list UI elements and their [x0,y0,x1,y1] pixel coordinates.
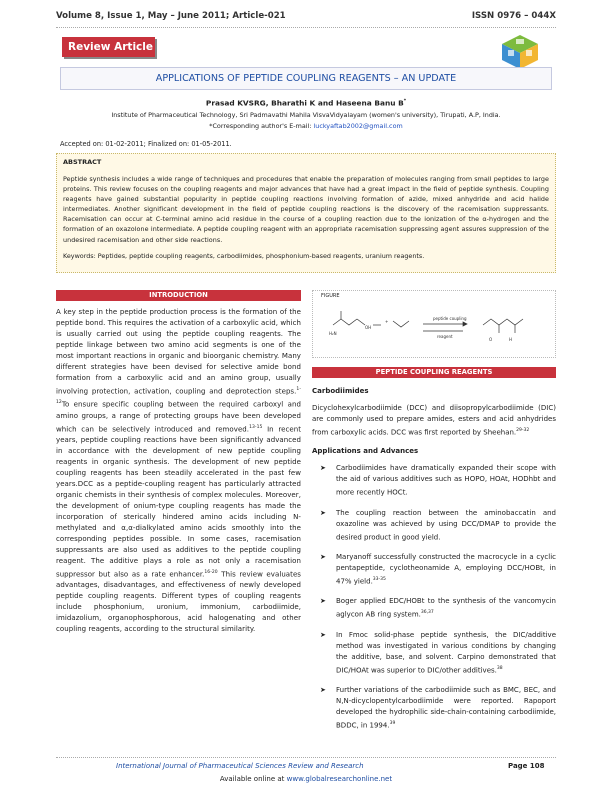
list-item [312,463,556,498]
arrow-bullet-icon: ➤ [320,508,326,517]
issn: ISSN 0976 – 044X [471,11,556,21]
ref: 13-15 [249,424,263,430]
list-item [312,596,556,620]
authors [60,97,552,108]
ref: 36,37 [420,610,434,616]
corresponding-author [60,122,552,131]
footer-divider [56,757,556,758]
arrow-bullet-icon: ➤ [320,597,326,606]
abstract-box [56,153,556,273]
svg-text:peptide coupling: peptide coupling [433,316,467,321]
reaction-scheme [312,290,556,358]
keywords: Keywords: Peptides, peptide coupling reagents, carbodiimides, phosphonium-based reagents, uranium reagents. [63,251,425,260]
bullet-text: The coupling reaction between the aminobaccatin and oxazoline was achieved by using DCC/DMAP to provide the desired product in good yield. [336,508,556,541]
intro-p4: This review evaluates advantages, disadvantages, and effectiveness of newly developed peptide coupling reagents. Different types of coupling reagents include phosphonium, uronium, immonium, carbodiimide, imidazolium, organophosphorous, acid halogenating and other coupling reagents, according to the structural similarity. [56,570,301,634]
list-item [312,552,556,587]
online-label: Available online at [219,775,285,783]
introduction-text [56,307,301,635]
intro-p1: A key step in the peptide production process is the formation of the peptide bond. This requires the activation of a carboxylic acid, which is usually carried out using the peptide coupling reagents. The peptide linkage between two amino acid segments is one of the most important reactions in organic and bioorganic chemistry. Many different strategies have been devised for selective amide bond formation from a carboxylic acid and an amino group, usually involving protection, activation, coupling and deprotection steps. [56,308,301,396]
header-divider [56,27,556,28]
website-link[interactable]: www.globalresearchonline.net [286,775,393,783]
list-item [312,630,556,676]
dates: Accepted on: 01-02-2011; Finalized on: 01-05-2011. [60,140,232,148]
section-heading-introduction: INTRODUCTION [56,290,301,301]
ref: 1-12 [56,387,301,406]
bullet-text: Maryanoff successfully constructed the macrocycle in a cyclic pentapeptide, cyclotheonamide A, employing DCC/HOBt, in 47% yield. [336,552,556,586]
title-box [60,67,552,90]
intro-p3: In recent years, peptide coupling reactions have been significantly advanced in accordance with the development of new peptide coupling reagents in organic synthesis. The development of new peptide coupling reagents has been steadily accelerated in the past few years.DCC as a peptide-coupling reagent has particularly attracted organic chemists in their synthesis of complex molecules. Moreover, the development of onium-type coupling reagents has made the incorporation of sterically hindered amino acids including N-methylated and α,α-dialkylated amino acids smoothly into the corresponding peptides possible. In some cases, racemisation suppressants are also used as additives to the peptide coupling reagent. The additive plays a role as not only a racemisation suppressor but also as a rate enhancer. [56,424,301,579]
section-heading-coupling: PEPTIDE COUPLING REAGENTS [312,367,556,378]
svg-text:H₂N: H₂N [329,331,337,336]
list-item [312,508,556,543]
bullet-text: Carbodiimides have dramatically expanded their scope with the aid of various additives such as HOPO, HOAt, HODhbt and more recently HOCt. [336,464,556,497]
affiliation: Institute of Pharmaceutical Technology, Sri Padmavathi Mahila VisvaVidyalayam (women's university), Tirupati, A.P, India. [111,111,501,119]
subheading-carbodiimides: Carbodiimides [312,387,369,395]
abstract-text: Peptide synthesis includes a wide range of techniques and procedures that enable the preparation of molecules ranging from small peptides to large proteins. This review focuses on the coupling reagents and major advances that have had a great impact in the field of peptide synthesis. Coupling reagents have gained substantial popularity in peptide coupling reactions involving formation of azide, mixed anhydride and acid halide intermediates. Another significant development in the field of peptide coupling reactions is the discovery of the racemisation suppressants. Racemisation can occur at C-terminal amino acid residue in the course of a coupling reaction due to the ionization of the α-hydrogen and the formation of an oxazolone intermediate. A peptide coupling reagent with an appropriate racemisation suppressing agent assures suppression of the undesired racemisation and other side reactions. [63,175,549,244]
reaction-scheme-image [313,291,555,357]
author-names: Prasad KVSRG, Bharathi K and Haseena Banu B [205,98,404,108]
subheading-applications: Applications and Advances [312,447,419,456]
arrow-bullet-icon: ➤ [320,685,326,694]
corresponding-label: *Corresponding author's E-mail: [209,122,312,130]
svg-text:H: H [509,337,513,342]
ref: 16-20 [204,569,218,575]
right-column [312,290,556,740]
bullet-text: In Fmoc solid-phase peptide synthesis, the DIC/additive method was investigated in various conditions by changing the additive, base, and solvent. Carpino demonstrated that DIC/HOAt was superior to DIC/other additives. [336,630,556,674]
ref: 39 [389,720,396,726]
left-column [56,290,301,635]
ref: 38 [496,665,503,671]
footer-journal-name: International Journal of Pharmaceutical Sciences Review and Research [116,762,364,770]
abstract-heading: ABSTRACT [63,158,102,166]
author-mark: * [403,99,407,104]
list-item [312,685,556,731]
bullet-text: Further variations of the carbodiimide such as BMC, BEC, and N,N-dicyclopentylcarbodiimide were reported. Rapoport developed the hydrophilic side-chain-containing carbodiimide, BDDC, in 1994. [336,685,556,730]
intro-p2: To ensure specific coupling between the required carboxyl and amino groups, a range of protecting groups have been developed which can be selectively introduced and removed. [56,400,301,433]
arrow-bullet-icon: ➤ [320,464,326,473]
carbodiimides-para: Dicyclohexylcarbodiimide (DCC) and diisopropylcarbodiimide (DIC) are commonly used to prepare amides, esters and acid anhydrides from carboxylic acids. DCC was first reported by Sheehan. [312,404,556,437]
ref: 29-32 [516,428,530,433]
article-type-badge: Review Article [62,37,155,57]
svg-text:O: O [489,337,493,342]
email-link[interactable]: luckyaftab2002@gmail.com [313,122,403,130]
applications-list [312,463,556,731]
svg-text:reagent: reagent [437,334,453,339]
scheme-label: FIGURE [321,293,340,299]
arrow-bullet-icon: ➤ [320,552,326,561]
svg-text:+: + [385,319,389,324]
footer-availability [0,775,612,783]
page-number: Page 108 [508,762,545,770]
journal-logo-icon [500,33,540,71]
paper-title: APPLICATIONS OF PEPTIDE COUPLING REAGENTS – AN UPDATE [155,73,457,84]
journal-volume: Volume 8, Issue 1, May – June 2011; Article-021 [56,11,286,21]
arrow-bullet-icon: ➤ [320,630,326,639]
ref: 33-35 [372,576,386,582]
svg-text:OH: OH [365,325,372,330]
running-header [56,11,556,21]
carbodiimides-text [312,403,556,438]
bullet-text: Boger applied EDC/HOBt to the synthesis of the vancomycin aglycon AB ring system. [336,597,556,619]
